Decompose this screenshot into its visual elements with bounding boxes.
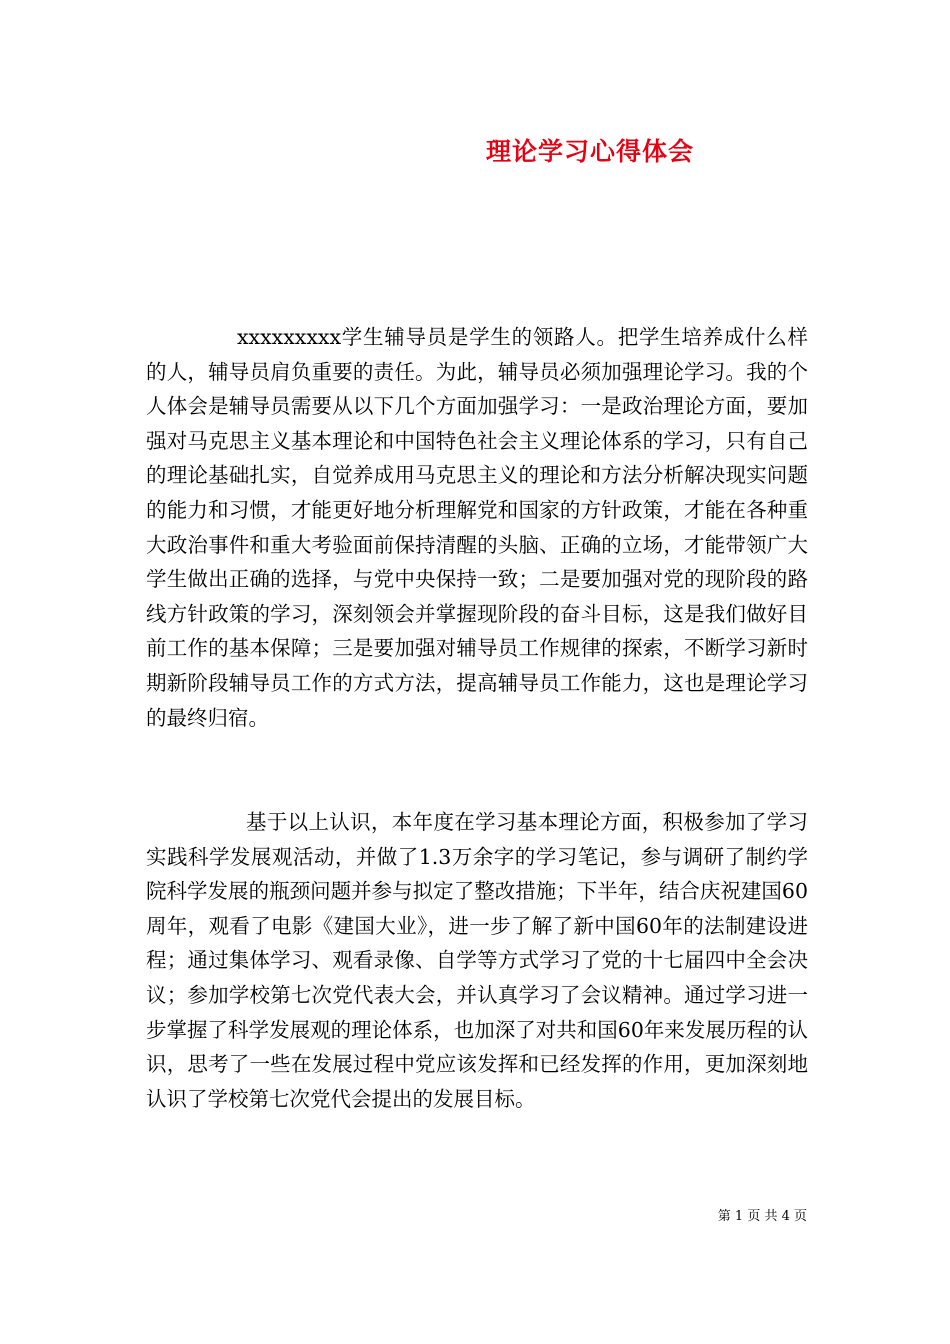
page-number-footer: 第 1 页 共 4 页: [717, 1209, 807, 1224]
body-paragraph-2: 基于以上认识，本年度在学习基本理论方面，积极参加了学习实践科学发展观活动，并做了1.3万余字的学习笔记，参与调研了制约学院科学发展的瓶颈问题并参与拟定了整改措施；下半年，结合庆祝建国60周年，观看了电影《建国大业》，进一步了解了新中国60年的法制建设进程；通过集体学习、观看录像、自学等方式学习了党的十七届四中全会决议；参加学校第七次党代表大会，并认真学习了会议精神。通过学习进一步掌握了科学发展观的理论体系，也加深了对共和国60年来发展历程的认识，思考了一些在发展过程中党应该发挥和已经发挥的作用，更加深刻地认识了学校第七次党代会提出的发展目标。: [146, 810, 808, 1111]
body-paragraph-1: xxxxxxxxx学生辅导员是学生的领路人。把学生培养成什么样的人，辅导员肩负重要的责任。为此，辅导员必须加强理论学习。我的个人体会是辅导员需要从以下几个方面加强学习：一是政治理论方面，要加强对马克思主义基本理论和中国特色社会主义理论体系的学习，只有自己的理论基础扎实，自觉养成用马克思主义的理论和方法分析解决现实问题的能力和习惯，才能更好地分析理解党和国家的方针政策，才能在各种重大政治事件和重大考验面前保持清醒的头脑、正确的立场，才能带领广大学生做出正确的选择，与党中央保持一致；二是要加强对党的现阶段的路线方针政策的学习，深刻领会并掌握现阶段的奋斗目标，这是我们做好目前工作的基本保障；三是要加强对辅导员工作规律的探索，不断学习新时期新阶段辅导员工作的方式方法，提高辅导员工作能力，这也是理论学习的最终归宿。: [146, 325, 808, 730]
page-title: 理论学习心得体会: [485, 137, 694, 166]
